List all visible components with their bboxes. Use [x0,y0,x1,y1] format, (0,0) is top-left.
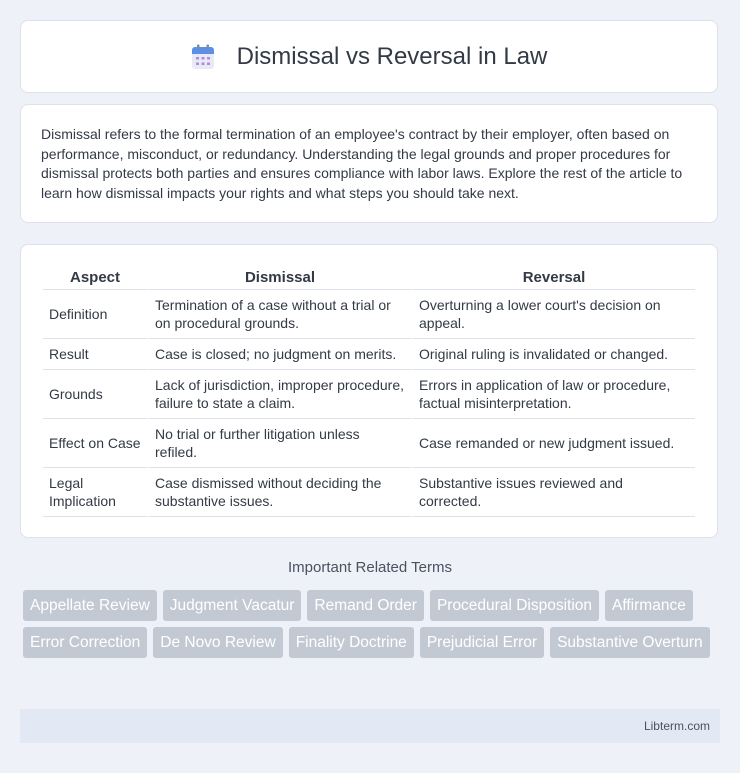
row-aspect: Effect on Case [43,419,147,468]
related-terms-list [23,590,723,664]
table-row [43,370,695,419]
table-row [43,339,695,370]
row-dismissal: Termination of a case without a trial or on procedural grounds. [147,290,411,339]
row-dismissal: Lack of jurisdiction, improper procedure, failure to state a claim. [147,370,411,419]
footer-site-link[interactable]: Libterm.com [643,719,710,733]
row-reversal: Case remanded or new judgment issued. [411,419,695,468]
row-reversal: Original ruling is invalidated or changed. [411,339,695,370]
page-title: Dismissal vs Reversal in Law [236,42,548,70]
row-aspect: Legal Implication [43,468,147,517]
related-term-tag[interactable]: Affirmance [605,590,693,621]
comparison-card [20,244,718,538]
intro-paragraph: Dismissal refers to the formal termination of an employee's contract by their employer, often based on performance, misconduct, or redundancy. Understanding the legal grounds and proper procedures for dismissal protects both parties and ensures compliance with labor laws. Explore the rest of the article to learn how dismissal impacts your rights and what steps you should take next. [20,104,718,223]
table-row [43,468,695,517]
table-header-row [43,265,695,290]
table-row [43,290,695,339]
row-reversal: Overturning a lower court's decision on appeal. [411,290,695,339]
row-reversal: Substantive issues reviewed and corrected. [411,468,695,517]
related-term-tag[interactable]: Appellate Review [23,590,157,621]
related-terms-title: Important Related Terms [288,559,452,576]
row-aspect: Grounds [43,370,147,419]
page-header [20,20,718,93]
related-term-tag[interactable]: De Novo Review [153,627,282,658]
related-term-tag[interactable]: Prejudicial Error [420,627,544,658]
related-term-tag[interactable]: Finality Doctrine [289,627,414,658]
row-dismissal: Case dismissed without deciding the substantive issues. [147,468,411,517]
row-aspect: Result [43,339,147,370]
related-term-tag[interactable]: Remand Order [307,590,424,621]
row-dismissal: Case is closed; no judgment on merits. [147,339,411,370]
related-term-tag[interactable]: Procedural Disposition [430,590,599,621]
comparison-table [43,265,695,517]
row-reversal: Errors in application of law or procedure, factual misinterpretation. [411,370,695,419]
related-term-tag[interactable]: Substantive Overturn [550,627,710,658]
table-row [43,419,695,468]
footer [20,709,720,743]
calendar-icon [191,44,215,70]
related-term-tag[interactable]: Judgment Vacatur [163,590,302,621]
header-reversal: Reversal [411,265,695,290]
row-dismissal: No trial or further litigation unless refiled. [147,419,411,468]
related-term-tag[interactable]: Error Correction [23,627,147,658]
row-aspect: Definition [43,290,147,339]
header-dismissal: Dismissal [147,265,411,290]
header-aspect: Aspect [43,265,147,290]
